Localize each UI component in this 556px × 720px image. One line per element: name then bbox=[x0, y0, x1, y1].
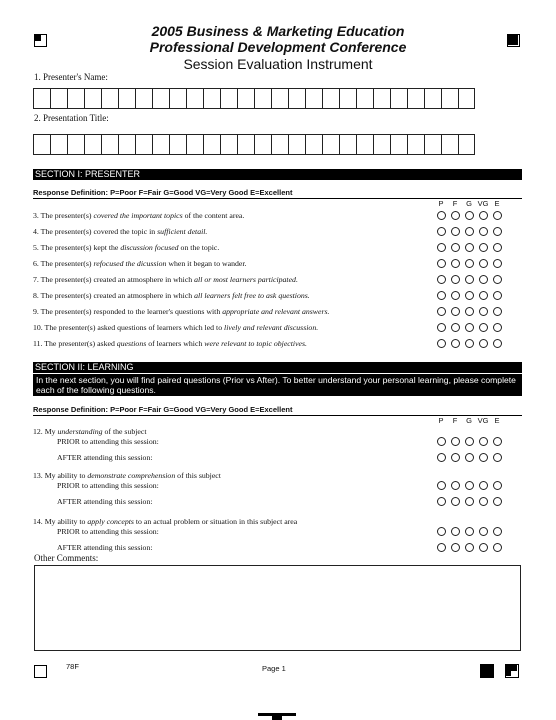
rating-bubble-f[interactable] bbox=[451, 291, 460, 300]
rating-bubble-p[interactable] bbox=[437, 497, 446, 506]
registration-mark-bottom-left bbox=[34, 665, 47, 678]
after-label: AFTER attending this session: bbox=[57, 497, 153, 506]
rating-bubble-g[interactable] bbox=[465, 527, 474, 536]
char-box[interactable] bbox=[203, 88, 220, 109]
rating-bubble-p[interactable] bbox=[437, 527, 446, 536]
scale-label-f: F bbox=[452, 199, 458, 208]
scale-label-g: G bbox=[466, 199, 472, 208]
question-text-em: refocused the dicussion bbox=[93, 259, 167, 268]
question-text bbox=[33, 259, 247, 269]
char-box[interactable] bbox=[441, 134, 458, 155]
char-box[interactable] bbox=[118, 88, 135, 109]
question-text-pre: 4. The presenter(s) covered the topic in bbox=[33, 227, 158, 236]
char-box[interactable] bbox=[169, 88, 186, 109]
char-box[interactable] bbox=[50, 88, 67, 109]
question-text-post: to an actual problem or situation in this subject area bbox=[133, 517, 298, 526]
section2-header: SECTION II: LEARNING bbox=[33, 362, 522, 373]
char-box[interactable] bbox=[305, 88, 322, 109]
rating-row-q8 bbox=[437, 291, 502, 300]
rating-row-prior-q13 bbox=[437, 481, 502, 490]
char-box[interactable] bbox=[390, 88, 407, 109]
char-box[interactable] bbox=[424, 134, 441, 155]
char-box[interactable] bbox=[220, 134, 237, 155]
rating-bubble-vg[interactable] bbox=[479, 259, 488, 268]
char-box[interactable] bbox=[220, 88, 237, 109]
rating-bubble-g[interactable] bbox=[465, 437, 474, 446]
scale-label-vg: VG bbox=[477, 416, 489, 425]
char-box[interactable] bbox=[237, 88, 254, 109]
rating-bubble-f[interactable] bbox=[451, 437, 460, 446]
question-text-pre: 14. My ability to bbox=[33, 517, 88, 526]
rating-row-q11 bbox=[437, 339, 502, 348]
question-text-post: of this subject bbox=[175, 471, 221, 480]
char-box[interactable] bbox=[152, 134, 169, 155]
question-text bbox=[33, 517, 297, 527]
question-text-em: appropriate and relevant answers. bbox=[222, 307, 330, 316]
char-box[interactable] bbox=[152, 88, 169, 109]
char-box[interactable] bbox=[373, 88, 390, 109]
question-text-post: when it began to wander. bbox=[166, 259, 247, 268]
question-text-post: of the content area. bbox=[182, 211, 245, 220]
rating-bubble-f[interactable] bbox=[451, 259, 460, 268]
char-box[interactable] bbox=[67, 134, 84, 155]
rating-bubble-g[interactable] bbox=[465, 497, 474, 506]
rating-bubble-f[interactable] bbox=[451, 543, 460, 552]
char-box[interactable] bbox=[322, 134, 339, 155]
rating-row-q7 bbox=[437, 275, 502, 284]
other-comments-box[interactable] bbox=[34, 565, 521, 651]
question-text-post: of the subject bbox=[102, 427, 147, 436]
rating-bubble-e[interactable] bbox=[493, 307, 502, 316]
rating-bubble-e[interactable] bbox=[493, 211, 502, 220]
rating-bubble-f[interactable] bbox=[451, 243, 460, 252]
rating-bubble-p[interactable] bbox=[437, 453, 446, 462]
section1-response-definition: Response Definition: P=Poor F=Fair G=Good VG=Very Good E=Excellent bbox=[33, 188, 522, 199]
rating-bubble-vg[interactable] bbox=[479, 527, 488, 536]
rating-bubble-e[interactable] bbox=[493, 497, 502, 506]
char-box[interactable] bbox=[101, 88, 118, 109]
rating-bubble-g[interactable] bbox=[465, 307, 474, 316]
prior-label: PRIOR to attending this session: bbox=[57, 437, 159, 446]
rating-bubble-g[interactable] bbox=[465, 543, 474, 552]
registration-mark-bottom-right-b bbox=[505, 664, 519, 678]
rating-row-q10 bbox=[437, 323, 502, 332]
question-text bbox=[33, 427, 147, 437]
rating-bubble-p[interactable] bbox=[437, 259, 446, 268]
rating-bubble-e[interactable] bbox=[493, 227, 502, 236]
form-title-line1: 2005 Business & Marketing Education bbox=[151, 23, 405, 39]
rating-bubble-f[interactable] bbox=[451, 339, 460, 348]
question-text-pre: 5. The presenter(s) kept the bbox=[33, 243, 121, 252]
question-text-em: apply concepts bbox=[87, 517, 134, 526]
question-text-pre: 7. The presenter(s) created an atmosphere in which bbox=[33, 275, 195, 284]
rating-bubble-g[interactable] bbox=[465, 211, 474, 220]
rating-bubble-vg[interactable] bbox=[479, 243, 488, 252]
rating-bubble-vg[interactable] bbox=[479, 227, 488, 236]
rating-bubble-e[interactable] bbox=[493, 259, 502, 268]
scale-label-f: F bbox=[452, 416, 458, 425]
rating-bubble-g[interactable] bbox=[465, 323, 474, 332]
rating-row-q9 bbox=[437, 307, 502, 316]
char-box[interactable] bbox=[288, 134, 305, 155]
char-box[interactable] bbox=[271, 88, 288, 109]
question-text bbox=[33, 243, 219, 253]
rating-bubble-p[interactable] bbox=[437, 543, 446, 552]
rating-bubble-g[interactable] bbox=[465, 481, 474, 490]
char-box[interactable] bbox=[458, 134, 475, 155]
question-text-post: on the topic. bbox=[178, 243, 220, 252]
question-text-em: sufficient detail. bbox=[157, 227, 208, 236]
char-box[interactable] bbox=[288, 88, 305, 109]
rating-bubble-e[interactable] bbox=[493, 291, 502, 300]
rating-row-prior-q12 bbox=[437, 437, 502, 446]
presenter-name-boxes[interactable] bbox=[33, 88, 475, 109]
rating-bubble-vg[interactable] bbox=[479, 497, 488, 506]
char-box[interactable] bbox=[356, 88, 373, 109]
section1-header: SECTION I: PRESENTER bbox=[33, 169, 522, 180]
char-box[interactable] bbox=[33, 88, 50, 109]
presentation-title-label: 2. Presentation Title: bbox=[34, 113, 109, 123]
rating-bubble-f[interactable] bbox=[451, 307, 460, 316]
section2-scale-header bbox=[434, 416, 504, 425]
rating-bubble-e[interactable] bbox=[493, 543, 502, 552]
rating-bubble-e[interactable] bbox=[493, 481, 502, 490]
page-number: Page 1 bbox=[262, 664, 286, 673]
char-box[interactable] bbox=[441, 88, 458, 109]
rating-row-after-q13 bbox=[437, 497, 502, 506]
question-text-post: of learners which bbox=[146, 339, 205, 348]
rating-bubble-g[interactable] bbox=[465, 275, 474, 284]
char-box[interactable] bbox=[254, 88, 271, 109]
char-box[interactable] bbox=[84, 134, 101, 155]
rating-bubble-vg[interactable] bbox=[479, 453, 488, 462]
rating-bubble-e[interactable] bbox=[493, 339, 502, 348]
question-text-em: covered the important topics bbox=[93, 211, 183, 220]
question-text-em: all or most learners participated. bbox=[194, 275, 298, 284]
form-title-line2: Professional Development Conference bbox=[149, 39, 407, 55]
rating-bubble-p[interactable] bbox=[437, 211, 446, 220]
char-box[interactable] bbox=[424, 88, 441, 109]
rating-bubble-e[interactable] bbox=[493, 453, 502, 462]
question-text-pre: 9. The presenter(s) responded to the learner's questions with bbox=[33, 307, 223, 316]
page-bottom-tab-notch bbox=[272, 714, 282, 720]
question-text bbox=[33, 339, 307, 349]
rating-bubble-vg[interactable] bbox=[479, 323, 488, 332]
question-text-pre: 12. My bbox=[33, 427, 58, 436]
rating-bubble-p[interactable] bbox=[437, 323, 446, 332]
char-box[interactable] bbox=[322, 88, 339, 109]
question-text-pre: 3. The presenter(s) bbox=[33, 211, 94, 220]
rating-bubble-f[interactable] bbox=[451, 481, 460, 490]
rating-bubble-vg[interactable] bbox=[479, 339, 488, 348]
question-text-em: all learners felt free to ask questions. bbox=[194, 291, 310, 300]
rating-bubble-g[interactable] bbox=[465, 243, 474, 252]
question-text-em: lively and relevant discussion. bbox=[224, 323, 319, 332]
after-label: AFTER attending this session: bbox=[57, 543, 153, 552]
question-text bbox=[33, 211, 244, 221]
rating-bubble-e[interactable] bbox=[493, 437, 502, 446]
rating-bubble-g[interactable] bbox=[465, 227, 474, 236]
rating-bubble-vg[interactable] bbox=[479, 481, 488, 490]
char-box[interactable] bbox=[33, 134, 50, 155]
rating-bubble-vg[interactable] bbox=[479, 275, 488, 284]
char-box[interactable] bbox=[339, 134, 356, 155]
prior-label: PRIOR to attending this session: bbox=[57, 481, 159, 490]
rating-bubble-e[interactable] bbox=[493, 275, 502, 284]
form-subtitle: Session Evaluation Instrument bbox=[183, 56, 373, 72]
rating-row-prior-q14 bbox=[437, 527, 502, 536]
rating-bubble-f[interactable] bbox=[451, 227, 460, 236]
char-box[interactable] bbox=[118, 134, 135, 155]
char-box[interactable] bbox=[458, 88, 475, 109]
rating-bubble-vg[interactable] bbox=[479, 291, 488, 300]
question-text-em2: were relevant to topic objectives. bbox=[204, 339, 307, 348]
question-text-em: questions bbox=[116, 339, 147, 348]
scale-label-vg: VG bbox=[477, 199, 489, 208]
char-box[interactable] bbox=[203, 134, 220, 155]
question-text bbox=[33, 291, 310, 301]
rating-bubble-e[interactable] bbox=[493, 323, 502, 332]
char-box[interactable] bbox=[407, 134, 424, 155]
char-box[interactable] bbox=[339, 88, 356, 109]
rating-row-q5 bbox=[437, 243, 502, 252]
rating-bubble-p[interactable] bbox=[437, 437, 446, 446]
rating-row-after-q14 bbox=[437, 543, 502, 552]
rating-row-after-q12 bbox=[437, 453, 502, 462]
question-text bbox=[33, 307, 329, 317]
question-text-em: understanding bbox=[57, 427, 103, 436]
rating-bubble-f[interactable] bbox=[451, 453, 460, 462]
rating-bubble-p[interactable] bbox=[437, 339, 446, 348]
question-text-pre: 6. The presenter(s) bbox=[33, 259, 94, 268]
char-box[interactable] bbox=[271, 134, 288, 155]
char-box[interactable] bbox=[135, 134, 152, 155]
char-box[interactable] bbox=[101, 134, 118, 155]
rating-bubble-e[interactable] bbox=[493, 527, 502, 536]
char-box[interactable] bbox=[390, 134, 407, 155]
question-text-pre: 11. The presenter(s) asked bbox=[33, 339, 117, 348]
rating-bubble-g[interactable] bbox=[465, 339, 474, 348]
rating-bubble-g[interactable] bbox=[465, 291, 474, 300]
question-text bbox=[33, 323, 318, 333]
presentation-title-boxes[interactable] bbox=[33, 134, 475, 155]
rating-bubble-vg[interactable] bbox=[479, 543, 488, 552]
other-comments-label: Other Comments: bbox=[34, 553, 99, 563]
char-box[interactable] bbox=[186, 134, 203, 155]
char-box[interactable] bbox=[186, 88, 203, 109]
question-text-pre: 13. My ability to bbox=[33, 471, 88, 480]
rating-bubble-p[interactable] bbox=[437, 307, 446, 316]
section2-instructions: In the next section, you will find paired questions (Prior vs After). To better understand your personal learning, please complete each of the following questions. bbox=[33, 374, 522, 396]
rating-row-q3 bbox=[437, 211, 502, 220]
rating-bubble-f[interactable] bbox=[451, 323, 460, 332]
rating-bubble-e[interactable] bbox=[493, 243, 502, 252]
char-box[interactable] bbox=[407, 88, 424, 109]
question-text bbox=[33, 471, 221, 481]
presenter-name-label: 1. Presenter's Name: bbox=[34, 72, 108, 82]
char-box[interactable] bbox=[305, 134, 322, 155]
question-text bbox=[33, 275, 298, 285]
scale-label-p: P bbox=[438, 199, 444, 208]
char-box[interactable] bbox=[169, 134, 186, 155]
rating-bubble-g[interactable] bbox=[465, 259, 474, 268]
form-code: 78F bbox=[66, 662, 79, 671]
char-box[interactable] bbox=[84, 88, 101, 109]
char-box[interactable] bbox=[135, 88, 152, 109]
char-box[interactable] bbox=[67, 88, 84, 109]
rating-row-q4 bbox=[437, 227, 502, 236]
scale-label-p: P bbox=[438, 416, 444, 425]
rating-bubble-vg[interactable] bbox=[479, 307, 488, 316]
scale-label-e: E bbox=[494, 199, 500, 208]
question-text-pre: 10. The presenter(s) asked questions of learners which led to bbox=[33, 323, 225, 332]
rating-bubble-f[interactable] bbox=[451, 275, 460, 284]
prior-label: PRIOR to attending this session: bbox=[57, 527, 159, 536]
rating-bubble-f[interactable] bbox=[451, 527, 460, 536]
section2-response-definition: Response Definition: P=Poor F=Fair G=Good VG=Very Good E=Excellent bbox=[33, 405, 522, 416]
char-box[interactable] bbox=[237, 134, 254, 155]
rating-bubble-p[interactable] bbox=[437, 275, 446, 284]
question-text-em: discussion focused bbox=[120, 243, 179, 252]
scale-label-g: G bbox=[466, 416, 472, 425]
rating-bubble-p[interactable] bbox=[437, 481, 446, 490]
rating-bubble-p[interactable] bbox=[437, 243, 446, 252]
scale-label-e: E bbox=[494, 416, 500, 425]
rating-bubble-p[interactable] bbox=[437, 227, 446, 236]
char-box[interactable] bbox=[356, 134, 373, 155]
char-box[interactable] bbox=[50, 134, 67, 155]
rating-bubble-f[interactable] bbox=[451, 497, 460, 506]
after-label: AFTER attending this session: bbox=[57, 453, 153, 462]
rating-bubble-f[interactable] bbox=[451, 211, 460, 220]
char-box[interactable] bbox=[373, 134, 390, 155]
char-box[interactable] bbox=[254, 134, 271, 155]
rating-row-q6 bbox=[437, 259, 502, 268]
rating-bubble-vg[interactable] bbox=[479, 437, 488, 446]
rating-bubble-g[interactable] bbox=[465, 453, 474, 462]
question-text-pre: 8. The presenter(s) created an atmosphere in which bbox=[33, 291, 195, 300]
question-text bbox=[33, 227, 207, 237]
rating-bubble-p[interactable] bbox=[437, 291, 446, 300]
registration-mark-bottom-right-a bbox=[480, 664, 494, 678]
section1-scale-header bbox=[434, 199, 504, 208]
rating-bubble-vg[interactable] bbox=[479, 211, 488, 220]
question-text-em: demonstrate comprehension bbox=[87, 471, 176, 480]
